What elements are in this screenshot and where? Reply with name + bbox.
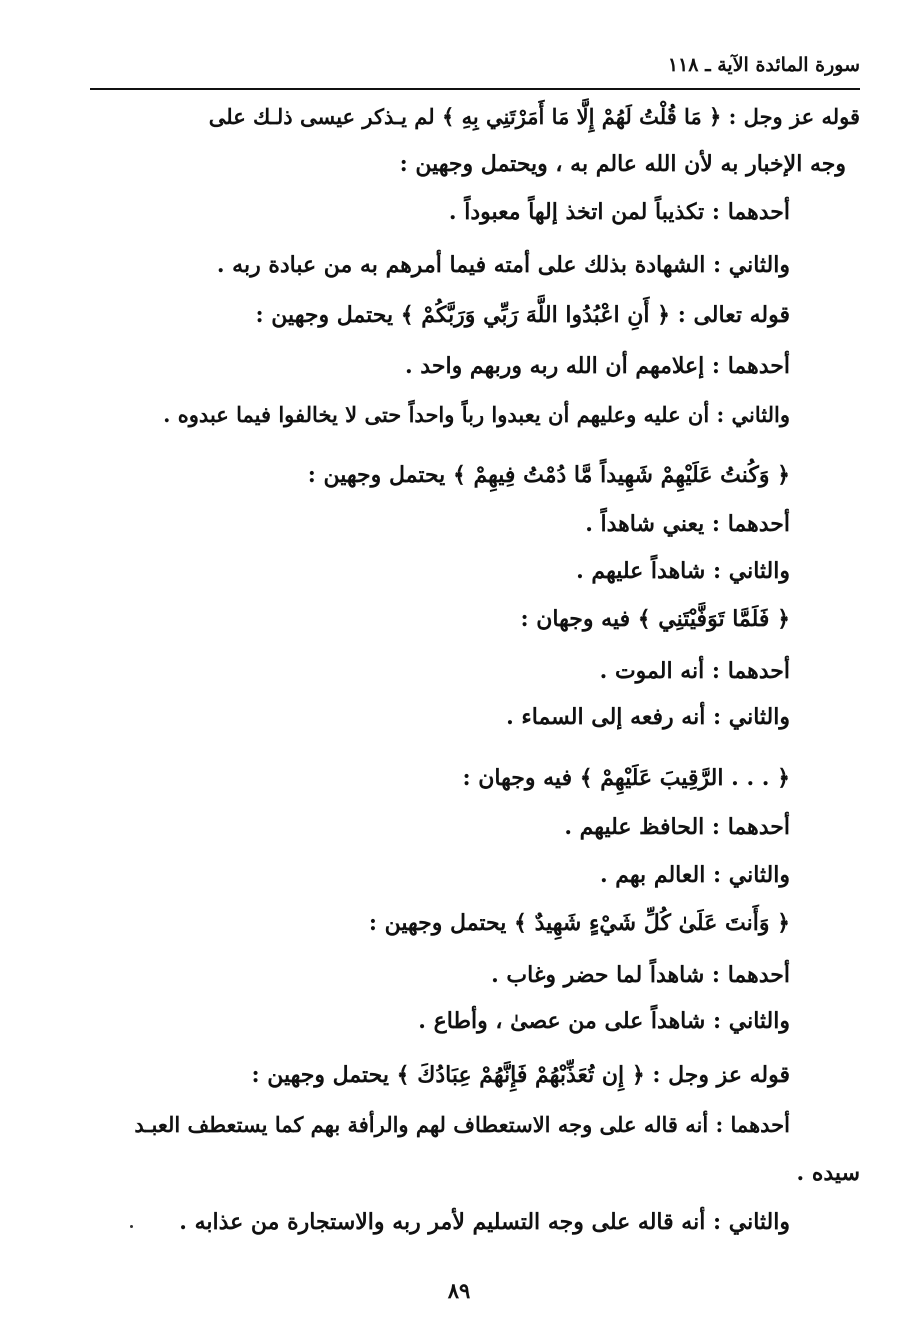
text-line: أحدهما : أنه قاله على وجه الاستعطاف لهم والرأفة بهم كما يستعطف العبـد	[134, 1112, 790, 1137]
text-line: أحدهما : الحافظ عليهم .	[564, 814, 790, 840]
text-line: ﴿ وَأَنتَ عَلَىٰ كُلِّ شَيْءٍ شَهِيدٌ ﴾ يحتمل وجهين :	[368, 910, 790, 936]
text-line: قوله عز وجل : ﴿ إِن تُعَذِّبْهُمْ فَإِنَّهُمْ عِبَادُكَ ﴾ يحتمل وجهين :	[251, 1062, 790, 1088]
header-rule	[90, 88, 860, 90]
text-line: والثاني : أنه قاله على وجه التسليم لأمر ربه والاستجارة من عذابه .	[179, 1209, 790, 1235]
text-line: أحدهما : تكذيباً لمن اتخذ إلهاً معبوداً .	[448, 199, 790, 225]
page-number: ٨٩	[447, 1278, 471, 1303]
text-line: والثاني : الشهادة بذلك على أمته فيما أمرهم به من عبادة ربه .	[216, 252, 790, 278]
text-line: ﴿ وَكُنتُ عَلَيْهِمْ شَهِيداً مَّا دُمْتُ فِيهِمْ ﴾ يحتمل وجهين :	[307, 462, 790, 488]
text-line: والثاني : شاهداً على من عصىٰ ، وأطاع .	[418, 1008, 790, 1034]
text-line: قوله تعالى : ﴿ أَنِ اعْبُدُوا اللَّهَ رَبِّي وَرَبَّكُمْ ﴾ يحتمل وجهين :	[255, 302, 790, 328]
text-line: ﴿ . . . الرَّقِيبَ عَلَيْهِمْ ﴾ فيه وجهان :	[462, 765, 790, 791]
text-line: أحدهما : شاهداً لما حضر وغاب .	[491, 962, 790, 988]
text-line: ﴿ فَلَمَّا تَوَفَّيْتَنِي ﴾ فيه وجهان :	[520, 606, 790, 632]
text-line: سيده .	[796, 1160, 860, 1186]
running-header: سورة المائدة الآية ـ ١١٨	[667, 54, 860, 76]
text-line: والثاني : شاهداً عليهم .	[576, 558, 790, 584]
text-line: والثاني : العالم بهم .	[599, 862, 790, 888]
text-line: وجه الإخبار به لأن الله عالم به ، ويحتمل وجهين :	[399, 151, 846, 177]
text-line: قوله عز وجل : ﴿ مَا قُلْتُ لَهُمْ إِلَّا مَا أَمَرْتَنِي بِهِ ﴾ لم يـذكر عيسى ذلـك على	[208, 104, 860, 129]
stray-mark	[130, 1225, 133, 1228]
text-line: والثاني : أنه رفعه إلى السماء .	[506, 704, 790, 730]
text-line: أحدهما : يعني شاهداً .	[585, 511, 790, 537]
text-line: والثاني : أن عليه وعليهم أن يعبدوا رباً واحداً حتى لا يخالفوا فيما عبدوه .	[163, 402, 790, 427]
text-line: أحدهما : إعلامهم أن الله ربه وربهم واحد .	[404, 353, 790, 379]
text-line: أحدهما : أنه الموت .	[599, 658, 790, 684]
